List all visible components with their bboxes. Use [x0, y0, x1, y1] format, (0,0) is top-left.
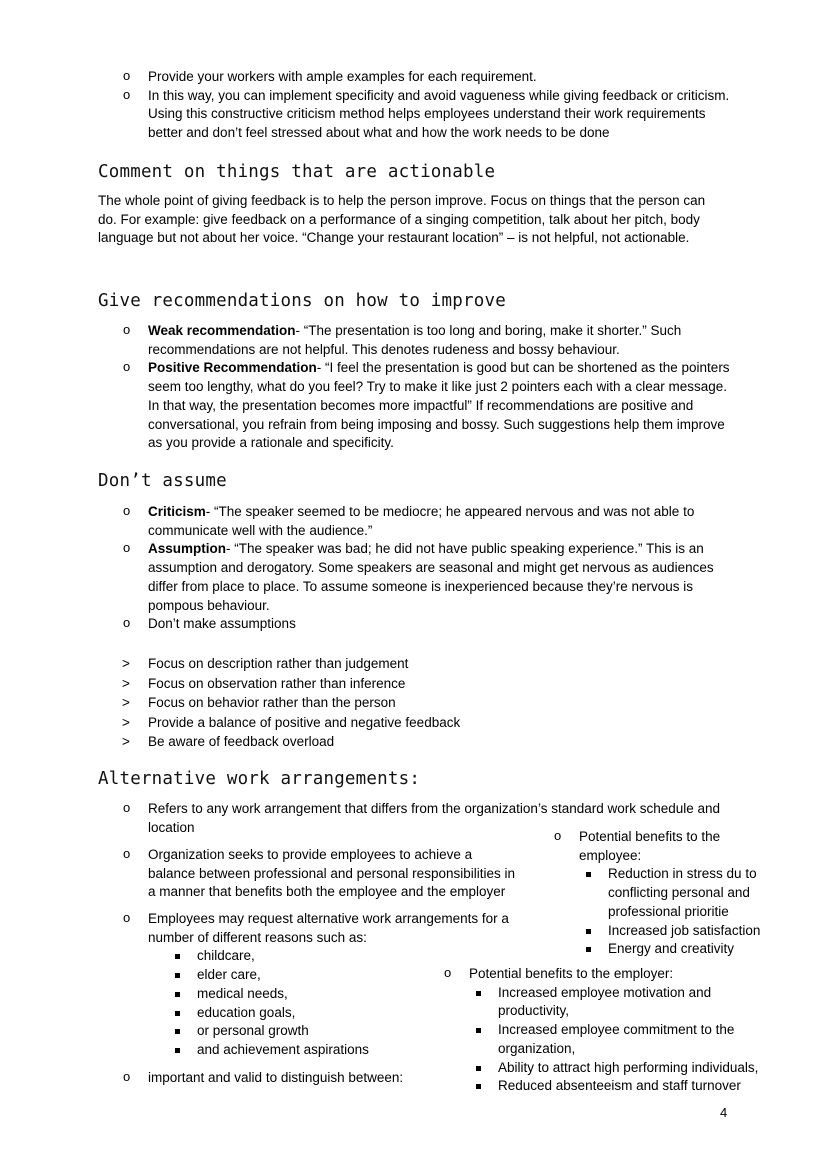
- list-item: o Don’t make assumptions: [123, 615, 733, 634]
- list-item: Increased employee motivation and productivity,: [473, 984, 784, 1021]
- employer-benefits-list: [444, 965, 784, 1096]
- list-item: o Potential benefits to the employer: Increased employee motivation and productivity, Increased employee commitment to the organization, Ability to attract high performing individuals, Reduced absenteeism and staff turnover: [444, 965, 784, 1096]
- list-item: Energy and creativity: [583, 940, 774, 959]
- list-item: o Organization seeks to provide employees to achieve a balance between professional and personal responsibilities in a manner that benefits both the employee and the employer: [123, 846, 523, 902]
- list-item: o Potential benefits to the employee: Reduction in stress du to conflicting personal and professional prioritie Increased job satisfaction Energy and creativity: [554, 828, 774, 959]
- list-item: o In this way, you can implement specificity and avoid vagueness while giving feedback or criticism. Using this constructive criticism method helps employees understand their work requirements better and don’t feel stressed about what and how the work needs to be done: [123, 87, 738, 143]
- item-label: Assumption: [148, 541, 227, 557]
- list-item: and achievement aspirations: [172, 1041, 533, 1060]
- heading-dont-assume: Don’t assume: [98, 471, 227, 491]
- list-item: o Weak recommendation- “The presentation is too long and boring, make it shorter.” Such recommendations are not helpful. This denotes rudeness and bossy behaviour.: [123, 322, 733, 359]
- recommendations-list: [123, 322, 733, 453]
- list-item: Reduced absenteeism and staff turnover: [473, 1077, 784, 1096]
- item-label: Criticism: [148, 504, 206, 519]
- assume-list: [123, 503, 733, 634]
- list-item: o Refers to any work arrangement that differs from the organization’s standard work schedule and location: [123, 800, 733, 837]
- heading-actionable: Comment on things that are actionable: [98, 162, 496, 182]
- item-label: Positive Recommendation: [148, 360, 317, 376]
- heading-alternative-work: Alternative work arrangements:: [98, 769, 421, 789]
- top-bullet-list: [123, 68, 738, 143]
- page-number: 4: [720, 1105, 728, 1120]
- paragraph-actionable: The whole point of giving feedback is to help the person improve. Focus on things that the person can do. For example: give feedback on a performance of a singing competition, talk about her pitch, body language but not about her voice. “Change your restaurant location” – is not helpful, not actionable.: [98, 193, 706, 246]
- list-item: childcare,: [172, 947, 533, 966]
- employee-benefits-items: [583, 865, 774, 959]
- employer-benefits-items: [473, 984, 784, 1096]
- list-item: o Employees may request alternative work arrangements for a number of different reasons such as: childcare, elder care, medical needs, education goals, or personal growth and achievement aspirations: [123, 910, 533, 1060]
- list-item: o important and valid to distinguish between:: [123, 1069, 443, 1088]
- list-item: education goals,: [172, 1004, 533, 1023]
- list-item: medical needs,: [172, 985, 533, 1004]
- list-item: > Focus on behavior rather than the person: [123, 693, 733, 713]
- list-item: o Criticism- “The speaker seemed to be mediocre; he appeared nervous and was not able to communicate well with the audience.”: [123, 503, 733, 540]
- list-item: o Positive Recommendation- “I feel the presentation is good but can be shortened as the pointers seem too lengthy, what do you feel? Try to make it like just 2 pointers each with a clear message. In that way, the presentation becomes more impactful” If recommendations are positive and conversational, you refrain from being imposing and bossy. Such suggestions help them improve as you provide a rationale and specificity.: [123, 359, 733, 453]
- list-item: > Provide a balance of positive and negative feedback: [123, 713, 733, 733]
- list-item: elder care,: [172, 966, 533, 985]
- list-item: or personal growth: [172, 1022, 533, 1041]
- list-item: > Focus on observation rather than inference: [123, 674, 733, 694]
- list-item: Increased job satisfaction: [583, 922, 774, 941]
- list-item: o Provide your workers with ample examples for each requirement.: [123, 68, 738, 87]
- list-item: Increased employee commitment to the organization,: [473, 1021, 784, 1058]
- list-item: > Be aware of feedback overload: [123, 732, 733, 752]
- list-item: > Focus on description rather than judgement: [123, 654, 733, 674]
- alt-organization-list: [123, 846, 523, 902]
- heading-recommendations: Give recommendations on how to improve: [98, 291, 506, 311]
- feedback-tips-list: [123, 654, 733, 752]
- item-label: Weak recommendation: [148, 323, 296, 338]
- list-item: Ability to attract high performing individuals,: [473, 1059, 784, 1078]
- list-item: Reduction in stress du to conflicting personal and professional prioritie: [583, 865, 774, 921]
- alt-distinguish-list: [123, 1069, 443, 1088]
- list-item: o Assumption- “The speaker was bad; he did not have public speaking experience.” This is an assumption and derogatory. Some speakers are seasonal and might get nervous as audiences differ from place to place. To assume someone is inexperienced because they’re nervous is pompous behaviour.: [123, 540, 733, 615]
- employee-benefits-list: [554, 828, 774, 959]
